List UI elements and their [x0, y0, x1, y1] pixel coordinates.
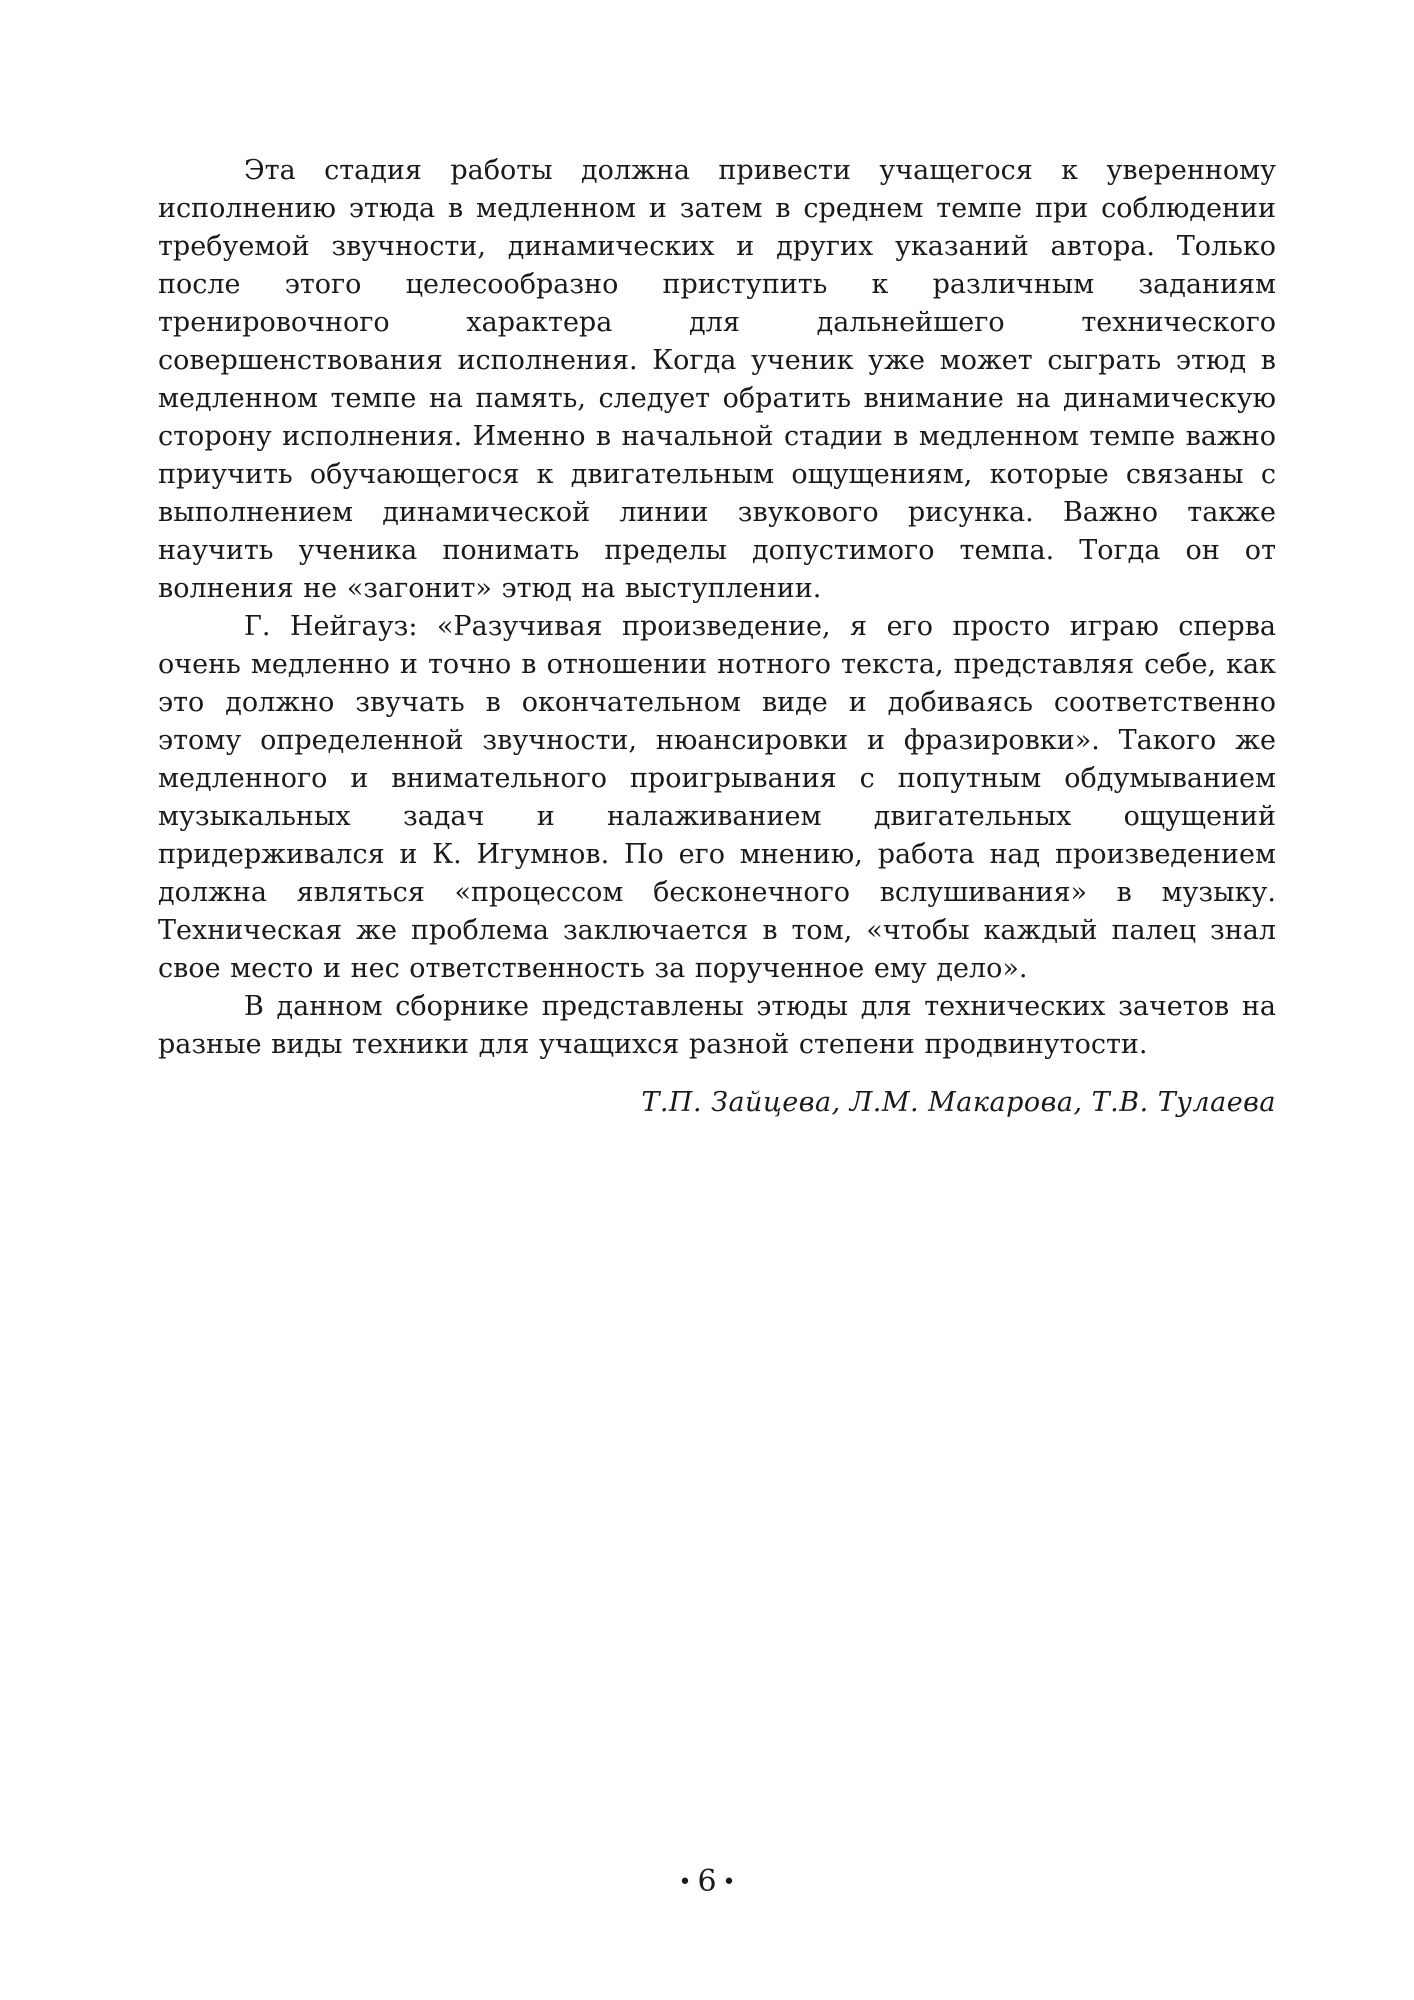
page-body: [158, 152, 1276, 1122]
bullet-right-icon: •: [722, 1870, 736, 1895]
page-number: 6: [697, 1864, 717, 1899]
bullet-left-icon: •: [678, 1870, 692, 1895]
paragraph-1: Эта стадия работы должна привести учащегося к уверенному исполнению этюда в медленном и затем в среднем темпе при соблюдении требуемой звучности, динамических и других указаний автора. Только после этого целесообразно приступить к различным заданиям тренировочного характера для дальнейшего технического совершенствования исполнения. Когда ученик уже может сыграть этюд в медленном темпе на память, следует обратить внимание на динамическую сторону исполнения. Именно в начальной стадии в медленном темпе важно приучить обучающегося к двигательным ощущениям, которые связаны с выполнением динамической линии звукового рисунка. Важно также научить ученика понимать пределы допустимого темпа. Тогда он от волнения не «загонит» этюд на выступлении.: [158, 155, 1276, 604]
page-number-footer: [0, 1862, 1414, 1903]
paragraph-2: Г. Нейгауз: «Разучивая произведение, я его просто играю сперва очень медленно и точно в отношении нотного текста, представляя себе, как это должно звучать в окончательном виде и добиваясь соответственно этому определенной звучности, нюансировки и фразировки». Такого же медленного и внимательного проигрывания с попутным обдумыванием музыкальных задач и налаживанием двигательных ощущений придерживался и К. Игумнов. По его мнению, работа над произведением должна являться «процессом бесконечного вслушивания» в музыку. Техническая же проблема заключается в том, «чтобы каждый палец знал свое место и нес ответственность за порученное ему дело».: [158, 611, 1276, 984]
authors-signature: Т.П. Зайцева, Л.М. Макарова, Т.В. Тулаева: [641, 1087, 1276, 1118]
paragraph-3: В данном сборнике представлены этюды для технических зачетов на разные виды техники для учащихся разной степени продвинутости.: [158, 991, 1276, 1060]
